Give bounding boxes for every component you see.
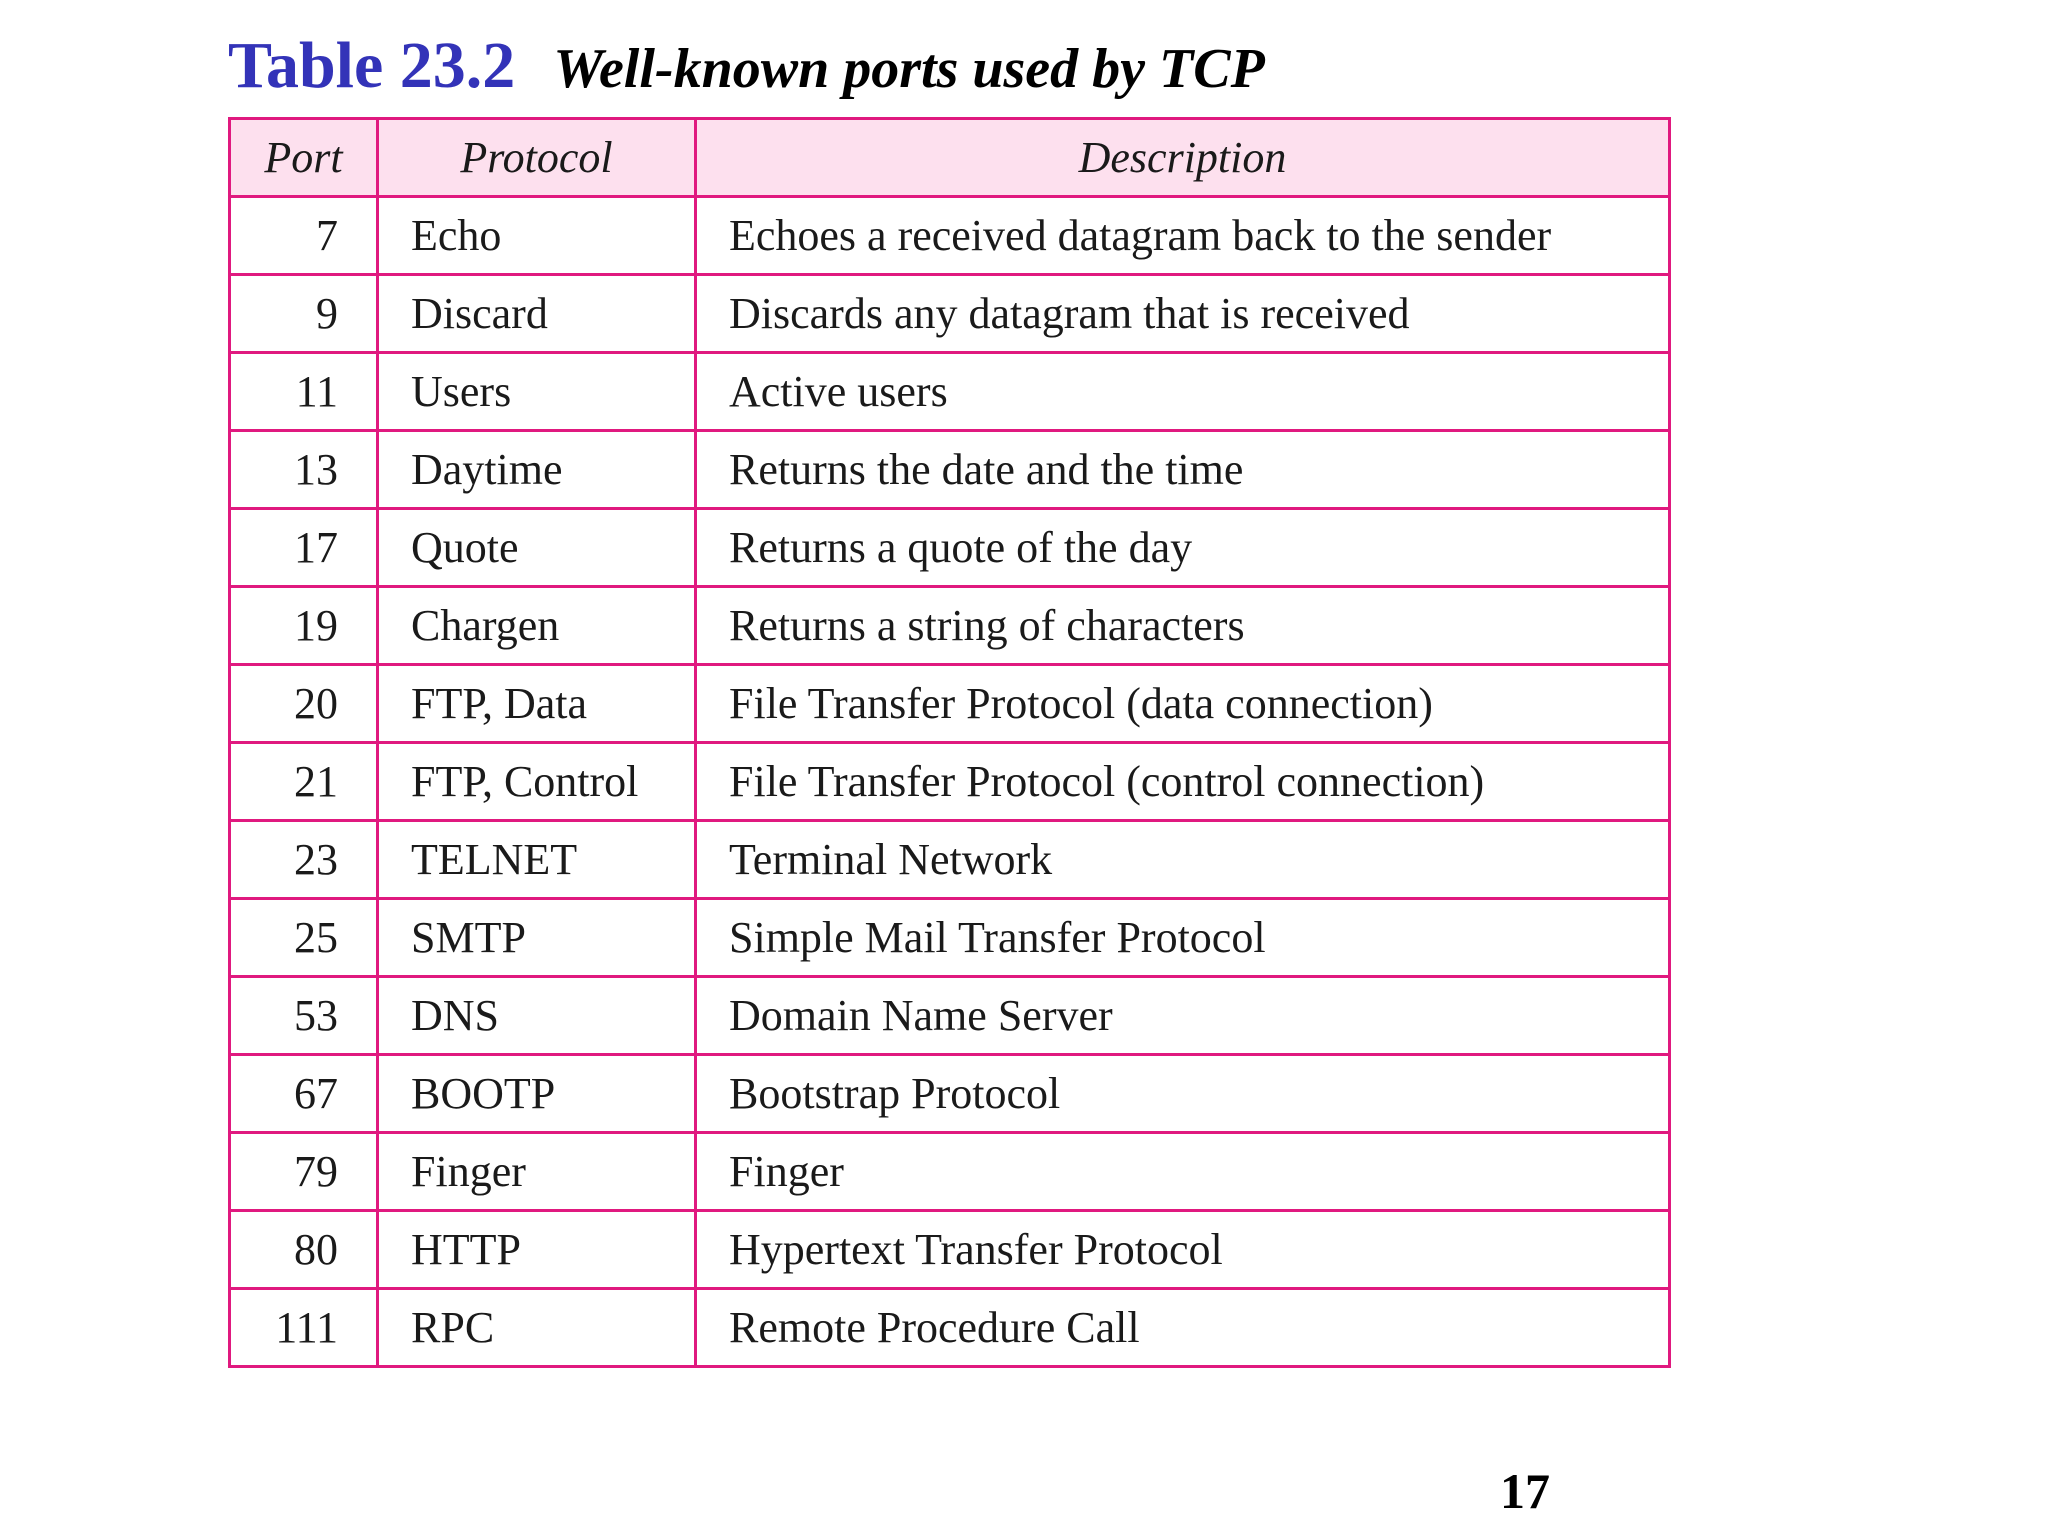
description-cell: Remote Procedure Call [696,1289,1670,1367]
port-cell: 20 [230,665,378,743]
description-cell: Returns a quote of the day [696,509,1670,587]
table-row [230,509,1670,587]
table-row [230,587,1670,665]
table-row [230,1133,1670,1211]
port-cell: 7 [230,197,378,275]
protocol-cell: FTP, Control [378,743,696,821]
header-port: Port [230,119,378,197]
description-cell: Simple Mail Transfer Protocol [696,899,1670,977]
header-row [230,119,1670,197]
port-cell: 21 [230,743,378,821]
table-row [230,1211,1670,1289]
description-cell: Echoes a received datagram back to the sender [696,197,1670,275]
protocol-cell: SMTP [378,899,696,977]
port-cell: 23 [230,821,378,899]
port-cell: 11 [230,353,378,431]
port-cell: 19 [230,587,378,665]
protocol-cell: RPC [378,1289,696,1367]
table-number: Table 23.2 [228,29,516,102]
description-cell: Domain Name Server [696,977,1670,1055]
table-row [230,665,1670,743]
description-cell: Finger [696,1133,1670,1211]
port-cell: 13 [230,431,378,509]
table-caption: Well-known ports used by TCP [553,38,1265,100]
table-body [230,197,1670,1367]
protocol-cell: Quote [378,509,696,587]
protocol-cell: BOOTP [378,1055,696,1133]
table-row [230,743,1670,821]
port-cell: 111 [230,1289,378,1367]
description-cell: Terminal Network [696,821,1670,899]
description-cell: Active users [696,353,1670,431]
protocol-cell: Daytime [378,431,696,509]
table-row [230,275,1670,353]
description-cell: Bootstrap Protocol [696,1055,1670,1133]
table-row [230,353,1670,431]
description-cell: Returns the date and the time [696,431,1670,509]
protocol-cell: FTP, Data [378,665,696,743]
description-cell: File Transfer Protocol (control connection) [696,743,1670,821]
protocol-cell: Users [378,353,696,431]
port-cell: 79 [230,1133,378,1211]
table-row [230,1055,1670,1133]
table-row [230,977,1670,1055]
table-row [230,197,1670,275]
description-cell: File Transfer Protocol (data connection) [696,665,1670,743]
protocol-cell: TELNET [378,821,696,899]
description-cell: Returns a string of characters [696,587,1670,665]
page-number: 17 [1500,1463,1550,1519]
table-row [230,899,1670,977]
port-cell: 25 [230,899,378,977]
protocol-cell: Finger [378,1133,696,1211]
table-row [230,821,1670,899]
port-cell: 17 [230,509,378,587]
ports-table [228,117,1671,1368]
table-title [228,28,1265,108]
port-cell: 53 [230,977,378,1055]
description-cell: Discards any datagram that is received [696,275,1670,353]
port-cell: 67 [230,1055,378,1133]
port-cell: 9 [230,275,378,353]
port-cell: 80 [230,1211,378,1289]
protocol-cell: Chargen [378,587,696,665]
protocol-cell: DNS [378,977,696,1055]
table-row [230,1289,1670,1367]
protocol-cell: Discard [378,275,696,353]
description-cell: Hypertext Transfer Protocol [696,1211,1670,1289]
protocol-cell: HTTP [378,1211,696,1289]
header-description: Description [696,119,1670,197]
protocol-cell: Echo [378,197,696,275]
header-protocol: Protocol [378,119,696,197]
table-row [230,431,1670,509]
